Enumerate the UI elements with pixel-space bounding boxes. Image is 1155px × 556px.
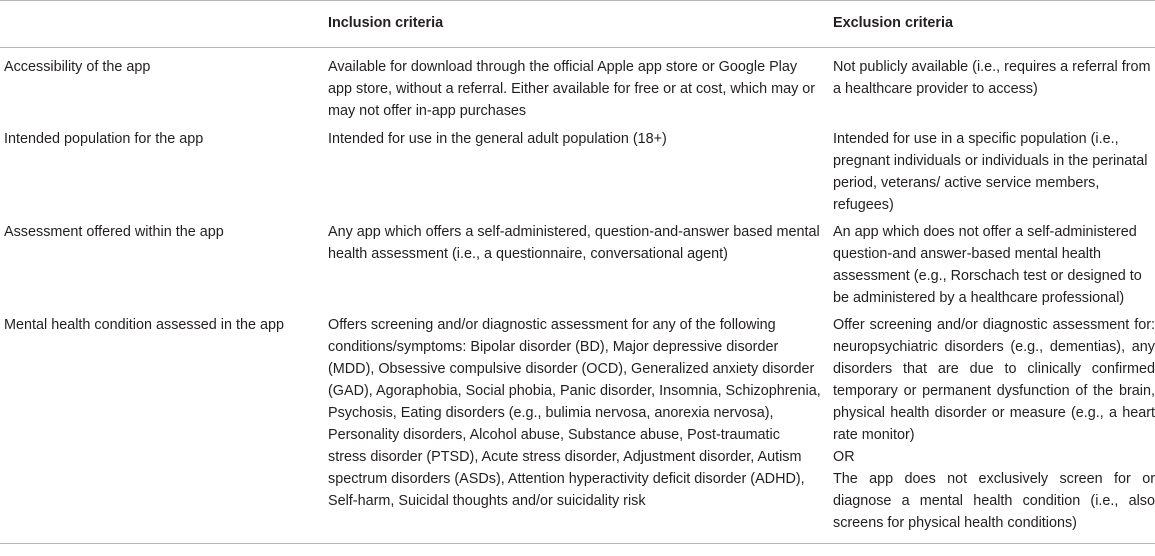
table-header xyxy=(0,1,1155,48)
row-inclusion: Intended for use in the general adult population (18+) xyxy=(328,131,667,147)
row-inclusion: Available for download through the official Apple app store or Google Play app store, without a referral. Either available for free or at cost, which may or may not offer in-app purchases xyxy=(328,59,816,119)
header-criterion xyxy=(0,1,326,48)
table-body xyxy=(0,48,1155,544)
row-exclusion xyxy=(831,314,1155,544)
table-row xyxy=(0,48,1155,129)
row-criterion: Mental health condition assessed in the app xyxy=(0,314,326,544)
header-inclusion: Inclusion criteria xyxy=(326,1,831,48)
row-exclusion: Intended for use in a specific population (i.e., pregnant individuals or individuals in the perinatal period, veterans/ active service members, refugees) xyxy=(833,131,1148,213)
row-criterion: Assessment offered within the app xyxy=(4,224,224,240)
exclusion-part: Offer screening and/or diagnostic assessment for: neuropsychiatric disorders (e.g., dementias), any disorders that are due to clinically confirmed temporary or permanent dysfunction of the brain, physical health disorder or measure (e.g., a heart rate monitor) xyxy=(833,317,1155,443)
exclusion-or: OR xyxy=(833,449,855,465)
row-exclusion: An app which does not offer a self-administered question-and answer-based mental health assessment (e.g., Rorschach test or designed to be administered by a healthcare professional) xyxy=(833,224,1142,306)
exclusion-part: The app does not exclusively screen for or diagnose a mental health condition (i.e., also screens for physical health conditions) xyxy=(833,471,1155,531)
row-exclusion: Not publicly available (i.e., requires a referral from a healthcare provider to access) xyxy=(833,59,1151,97)
row-inclusion: Offers screening and/or diagnostic assessment for any of the following conditions/symptoms: Bipolar disorder (BD), Major depressive disorder (MDD), Obsessive compulsive disorder (OCD), Generalized anxiety disorder (GAD), Agoraphobia, Social phobia, Panic disorder, Insomnia, Schizophrenia, Psychosis, Eating disorders (e.g., bulimia nervosa, anorexia nervosa), Personality disorders, Alcohol abuse, Substance abuse, Post-traumatic stress disorder (PTSD), Acute stress disorder, Adjustment disorder, Autism spectrum disorders (ASDs), Attention hyperactivity deficit disorder (ADHD), Self-harm, Suicidal thoughts and/or suicidality risk xyxy=(326,314,831,544)
header-row xyxy=(0,1,1155,48)
row-criterion: Intended population for the app xyxy=(4,131,204,147)
table-row xyxy=(0,314,1155,544)
header-exclusion: Exclusion criteria xyxy=(831,1,1155,48)
row-inclusion: Any app which offers a self-administered, question-and-answer based mental health assessment (i.e., a questionnaire, conversational agent) xyxy=(328,224,820,262)
table-row xyxy=(0,128,1155,221)
table-row xyxy=(0,221,1155,314)
row-criterion: Accessibility of the app xyxy=(4,59,151,75)
